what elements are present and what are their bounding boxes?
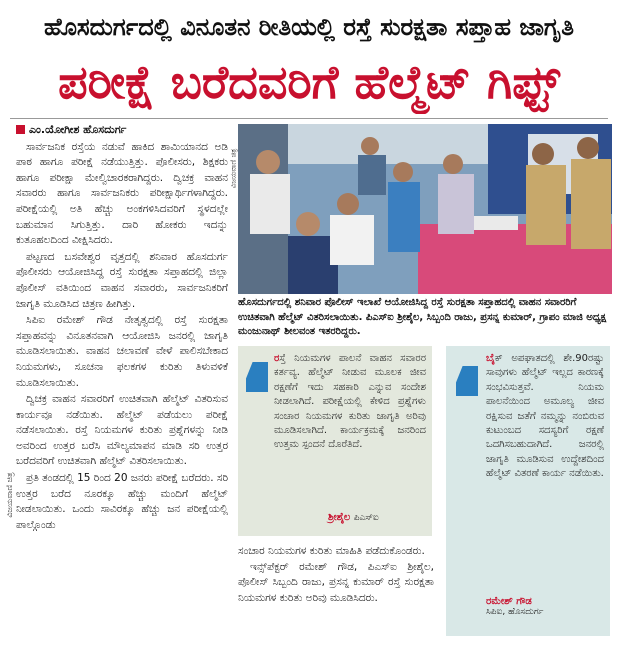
news-photo <box>238 124 612 294</box>
body-paragraph: ಸಂಚಾರ ನಿಯಮಗಳ ಕುರಿತು ಮಾಹಿತಿ ಪಡೆದುಕೊಂಡರು. <box>238 545 425 557</box>
article-column-mid <box>238 544 434 652</box>
headline-kicker: ಹೊಸದುರ್ಗದಲ್ಲಿ ವಿನೂತನ ರೀತಿಯಲ್ಲಿ ರಸ್ತೆ ಸುರಕ್ಷತಾ ಸಪ್ತಾಹ ಜಾಗೃತಿ <box>44 13 574 41</box>
quote-left-text <box>274 352 426 453</box>
body-paragraph: ಸಿಪಿಐ ರಮೇಶ್ ಗೌಡ ನೇತೃತ್ವದಲ್ಲಿ ರಸ್ತೆ ಸುರಕ್ಷತಾ ಸಪ್ತಾಹವನ್ನು ವಿನೂತನವಾಗಿ ಆಯೋಜಿಸಿ ಜನರಲ್ಲಿ ಜಾಗೃತಿ ಮೂಡಿಸಲಾಯಿತು. ವಾಹನ ಚಲಾವಣೆ ವೇಳೆ ಪಾಲಿಸಬೇಕಾದ ನಿಯಮಗಳು, ಸೂಚನಾ ಫಲಕಗಳ ಕುರಿತು ತಿಳುವಳಿಕೆ ಮೂಡಿಸಲಾಯಿತು. <box>16 314 228 389</box>
quote-left-role: ಪಿಎಸ್‌ಐ <box>353 513 379 523</box>
quote-right-name: ರಮೇಶ್ ಗೌಡ <box>486 596 532 607</box>
byline-marker-icon <box>16 125 25 134</box>
body-paragraph: ಸಾರ್ವಜನಿಕ ರಸ್ತೆಯ ನಡುವೆ ಹಾಕಿದ ಶಾಮಿಯಾನದ ಅಡಿ ಪಾಠ ಹಾಗೂ ಪರೀಕ್ಷೆ ನಡೆಯುತ್ತಿತ್ತು. ಪೊಲೀಸರು, ಶಿಕ್ಷಕರು ಹಾಗೂ ಪರೀಕ್ಷಾ ಮೇಲ್ವಿಚಾರಕರಾಗಿದ್ದರು. ದ್ವಿಚಕ್ರ ವಾಹನ ಸವಾರರು ಹಾಗೂ ಸಾರ್ವಜನಿಕರು ಪರೀಕ್ಷಾರ್ಥಿಗಳಾಗಿದ್ದರು. ಪರೀಕ್ಷೆಯಲ್ಲಿ ಅತಿ ಹೆಚ್ಚು ಅಂಕಗಳಿಸಿದವರಿಗೆ ಸ್ಥಳದಲ್ಲೇ ಬಹುಮಾನ ಸಿಗುತ್ತಿತ್ತು. ದಾರಿ ಹೋಕರು ಇದನ್ನು ಕುತೂಹಲದಿಂದ ವೀಕ್ಷಿಸಿದರು. <box>16 140 228 247</box>
photo-caption: ಹೊಸದುರ್ಗದಲ್ಲಿ ಶನಿವಾರ ಪೊಲೀಸ್ ಇಲಾಖೆ ಆಯೋಜಿಸಿದ್ದ ರಸ್ತೆ ಸುರಕ್ಷತಾ ಸಪ್ತಾಹದಲ್ಲಿ ವಾಹನ ಸವಾರರಿಗೆ ಉಚಿತವಾಗಿ ಹೆಲ್ಮೆಟ್ ವಿತರಿಸಲಾಯಿತು. ಪಿಎಸ್‌ಐ ಶ್ರೀಶೈಲ, ಸಿಬ್ಬಂದಿ ರಾಜು, ಪ್ರಸನ್ನ ಕುಮಾರ್, ಗ್ರಾಪಂ ಮಾಜಿ ಅಧ್ಯಕ್ಷ ಮಂಜುನಾಥ್ ಶೀಲವಂತ ಇತರರಿದ್ದರು. <box>238 297 607 337</box>
quote-icon <box>246 362 268 392</box>
photo-credit-text: ವಿಜಯವಾಣಿ ಚಿತ್ರ <box>229 148 238 189</box>
quote-left-name: ಶ್ರೀಶೈಲ <box>328 512 351 523</box>
headline-main: ಪರೀಕ್ಷೆ ಬರೆದವರಿಗೆ ಹೆಲ್ಮೆಟ್ ಗಿಫ್ಟ್ <box>58 55 560 109</box>
quote-right-role: ಸಿಪಿಐ, ಹೊಸದುರ್ಗ <box>486 607 544 617</box>
quote-right-signature <box>486 596 606 617</box>
body-paragraph: ಪ್ರತಿ ತಂಡದಲ್ಲಿ 15 ರಿಂದ 20 ಜನರು ಪರೀಕ್ಷೆ ಬರೆದರು. ಸರಿ ಉತ್ತರ ಬರೆದ ನೂರಕ್ಕೂ ಹೆಚ್ಚು ಮಂದಿಗೆ ಹೆಲ್ಮೆಟ್ ನೀಡಲಾಯಿತು. ಒಂದು ಸಾವಿರಕ್ಕೂ ಹೆಚ್ಚು ಜನ ಪರೀಕ್ಷೆಯಲ್ಲಿ ಪಾಲ್ಗೊಂಡು <box>16 472 228 531</box>
quote-right-text <box>486 352 604 482</box>
photo-credit <box>228 120 238 220</box>
quote-left-signature <box>328 512 379 523</box>
byline <box>16 122 228 138</box>
quote-right-lead: ಬೈ <box>486 353 495 364</box>
quote-left-body: ಸ್ತೆ ನಿಯಮಗಳ ಪಾಲನೆ ವಾಹನ ಸವಾರರ ಕರ್ತವ್ಯ. ಹೆಲ್ಮೆಟ್ ನೀಡುವ ಮೂಲಕ ಜೀವ ರಕ್ಷಣೆಗೆ ಇದು ಸಹಕಾರಿ ಎನ್ನುವ ಸಂದೇಶ ನೀಡಲಾಗಿದೆ. ಪರೀಕ್ಷೆಯಲ್ಲಿ ಕೇಳಿದ ಪ್ರಶ್ನೆಗಳು ಸಂಚಾರ ನಿಯಮಗಳ ಕುರಿತು ಜಾಗೃತಿ ಅರಿವು ಮೂಡಿಸಲಾಗಿದೆ. ಕಾರ್ಯಕ್ರಮಕ್ಕೆ ಜನರಿಂದ ಉತ್ತಮ ಸ್ಪಂದನೆ ದೊರೆತಿದೆ. <box>274 353 426 451</box>
byline-text: ಎಂ.ಯೋಗೀಶ ಹೊಸದುರ್ಗ <box>29 123 127 136</box>
news-photo-illustration <box>238 124 612 294</box>
quote-right-body: ಕ್ ಅಪಘಾತದಲ್ಲಿ ಶೇ.90ರಷ್ಟು ಸಾವುಗಳು ಹೆಲ್ಮೆಟ್ ಇಲ್ಲದ ಕಾರಣಕ್ಕೆ ಸಂಭವಿಸುತ್ತವೆ. ನಿಯಮ ಪಾಲನೆಯಿಂದ ಅಮೂಲ್ಯ ಜೀವ ರಕ್ಷಿಸುವ ಜತೆಗೆ ನಮ್ಮನ್ನು ನಂಬಿರುವ ಕುಟುಂಬದ ಸದಸ್ಯರಿಗೆ ರಕ್ಷಣೆ ಒದಗಿಸಬಹುದಾಗಿದೆ. ಜನರಲ್ಲಿ ಜಾಗೃತಿ ಮೂಡಿಸುವ ಉದ್ದೇಶದಿಂದ ಹೆಲ್ಮೆಟ್ ವಿತರಣೆ ಕಾರ್ಯ ನಡೆಯಿತು. <box>486 353 604 480</box>
body-paragraph: ಇನ್ಸ್‌ಪೆಕ್ಟರ್ ರಮೇಶ್ ಗೌಡ, ಪಿಎಸ್‌ಐ ಶ್ರೀಶೈಲ, ಪೊಲೀಸ್ ಸಿಬ್ಬಂದಿ ರಾಜು, ಪ್ರಸನ್ನ ಕುಮಾರ್ ರಸ್ತೆ ಸುರಕ್ಷತಾ ನಿಯಮಗಳ ಕುರಿತು ಅರಿವು ಮೂಡಿಸಿದರು. <box>238 560 434 604</box>
quote-icon <box>456 366 478 396</box>
quote-box-left <box>238 346 432 536</box>
quote-box-right <box>446 346 610 636</box>
side-credit <box>0 380 12 620</box>
quote-left-lead: ರ <box>274 353 280 364</box>
headline-rule <box>10 118 608 119</box>
body-paragraph: ದ್ವಿಚಕ್ರ ವಾಹನ ಸವಾರರಿಗೆ ಉಚಿತವಾಗಿ ಹೆಲ್ಮೆಟ್ ವಿತರಿಸುವ ಕಾರ್ಯವೂ ನಡೆಯಿತು. ಹೆಲ್ಮೆಟ್ ಪಡೆಯಲು ಪರೀಕ್ಷೆ ನಡೆಸಲಾಯಿತು. ರಸ್ತೆ ನಿಯಮಗಳ ಕುರಿತು ಪ್ರಶ್ನೆಗಳನ್ನು ನೀಡಿ ಅವರಿಂದ ಉತ್ತರ ಬರೆಸಿ ಮೌಲ್ಯಮಾಪನ ಮಾಡಿ ಸರಿ ಉತ್ತರ ಬರೆದವರಿಗೆ ಉಚಿತವಾಗಿ ಹೆಲ್ಮೆಟ್ ವಿತರಿಸಲಾಯಿತು. <box>16 393 228 468</box>
article-column-left <box>16 122 228 652</box>
side-credit-text: ವಿಜಯವಾಣಿ ಚಿತ್ರ <box>5 472 14 518</box>
body-paragraph: ಪಟ್ಟಣದ ಬಸವೇಶ್ವರ ವೃತ್ತದಲ್ಲಿ ಶನಿವಾರ ಹೊಸದುರ್ಗ ಪೊಲೀಸರು ಆಯೋಜಿಸಿದ್ದ ರಸ್ತೆ ಸುರಕ್ಷತಾ ಸಪ್ತಾಹದಲ್ಲಿ ಜಿಲ್ಲಾ ಪೊಲೀಸ್ ವತಿಯಿಂದ ವಾಹನ ಸವಾರರು, ಸಾರ್ವಜನಿಕರಿಗೆ ಜಾಗೃತಿ ಮೂಡಿಸಿದ ಚಿತ್ರಣ ಹೀಗಿತ್ತು. <box>16 250 228 310</box>
